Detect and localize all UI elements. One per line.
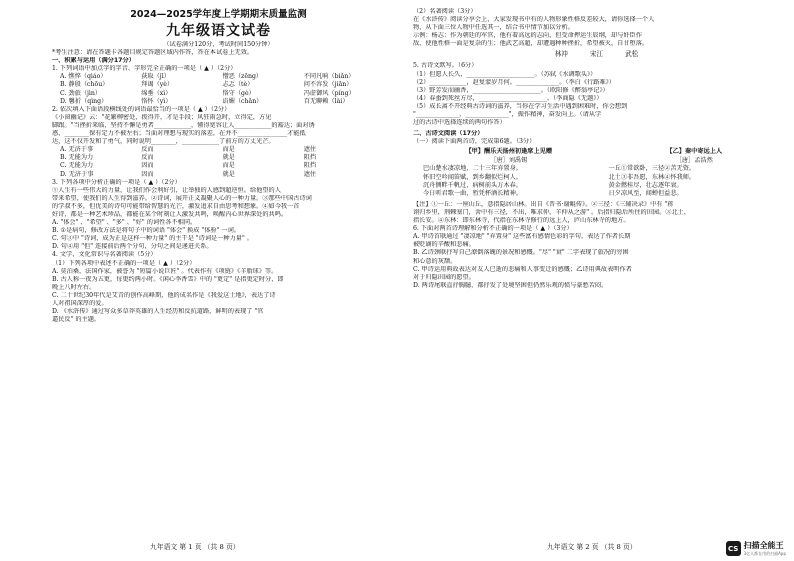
q6-option: D. 两诗尾联直抒胸臆，都抒发了处境坚困但仍然乐观的愤与豪愁苦闷。: [413, 281, 608, 289]
q3-text-line: 好诗，都是一种艺术珍品，都能在某个时刻让人激发共鸣，唤醒内心世界深处的共鸣。: [52, 210, 288, 218]
q6-option: 和心意的灰颓。: [413, 257, 457, 265]
question-3: 3. 下列各项中分析正确的一项是（ ▲ ）（2分）: [52, 178, 181, 186]
q3-option: B. ①是病句，修改方法是将句子中的词语 "体会" 换成 "体验" 一词。: [52, 227, 240, 235]
option: D. 馨折（qìng）: [60, 97, 108, 105]
character-names: [413, 50, 780, 59]
camscanner-icon: CS: [726, 541, 741, 556]
poem-title: 【甲】酬乐天扬州初逢席上见赠: [465, 148, 553, 156]
note-line: 【注】①一丘：一座山丘，意指隐居山林。出自《晋书·谢鲲传》。②三径：《三辅决录》中有 "蒋: [413, 200, 674, 208]
character-name: 宋江: [589, 50, 604, 59]
q1-options: [52, 73, 385, 105]
section-heading: 二、古诗文阅读（17分）: [413, 130, 484, 138]
q4-2-text-line: 示例：杨志：作为朝廷的军官，他有着高远的志向，但受命押运生辰纲，却与奸臣作: [413, 32, 642, 40]
poem-line: 一丘①常欲卧，三径②苦无资。: [608, 165, 696, 173]
q6-option: 被贬谪的辛酸和悲痛。: [413, 241, 475, 249]
q3-option: C. 句③中 "诗词，成为正是这样一种力量" 的主干是 "诗词是一种力量" 。: [52, 235, 253, 243]
q4-option: A. 莫泊桑，法国作家，被誉为 "短篇小说巨匠" 。代表作有《项链》《羊脂球》等。: [52, 267, 278, 275]
option: 就是: [222, 170, 235, 178]
character-name: 林冲: [554, 50, 568, 59]
option: 而是: [222, 146, 235, 154]
note-line: 诩归乡里，荆棘塞门，舍中有三径，不出，唯求仲、羊仲从之游" 。后指归隐后所住的田园。③北土，: [413, 208, 691, 216]
option: 冯虚御风（píng）: [303, 89, 355, 97]
option: 因而: [141, 170, 154, 178]
q2-text-line: 惑，________保有定力不被左右；当面对理想与现实的落差，在并不________________才能抵: [52, 130, 306, 138]
option: 而是: [222, 162, 235, 170]
question-4: 4. 文学、文化常识与名著阅读（5分）: [52, 251, 157, 259]
option: 恪守（gè）: [222, 89, 255, 97]
page-right: [397, 0, 794, 561]
option: 荻取（jī）: [141, 73, 170, 81]
q4-option: B. 古人称一夜为五更，每更约两小时。《闲心李香雪》中的 "更定" 是指更定时分，即: [52, 275, 284, 283]
poem-line: 北土③非吾愿，东林④怀我师。: [608, 173, 696, 181]
poem-line: 巴山楚水凄凉地，二十三年弃置身。: [423, 165, 522, 173]
q3-option: D. 句④用 "但" 连接前后两个分句，分句之间是递进关系。: [52, 243, 213, 251]
q5-line: "______________，______________"，振作精神，奋发向上。（请从学: [413, 111, 602, 119]
option: 恪怀（yì）: [141, 97, 172, 105]
question-1: 1. 下列词语中加点字的字音、字形完全正确的一项是（ ▲ ）（2分）: [52, 65, 237, 73]
q5-line: （2）____________，赵复蒙岁月何。______________。（李白《行路难》）: [413, 78, 615, 86]
q4-2-text-line: 在《水浒传》阅读分享会上，大家发现书中有的人物形象性格反差较大，请你选择一个人: [413, 16, 655, 24]
q5-line: （1）但愿人长久，______________________。（苏轼《水调歌头》）: [413, 70, 597, 78]
exam-header: 2024—2025学年度上学期期末质量监测: [130, 9, 307, 20]
q4-2-text-line: 敌，使他性格一面是复杂的生；他武艺高超，却遭遇种种挫折，希望被灭，自甘堕落。: [413, 40, 649, 48]
q3-option: A. "体会" 、"希望" 、"多" 、"好" 的词性各不相同。: [52, 219, 197, 227]
poem-line: 沉舟侧畔千帆过，病树前头万木春。: [423, 182, 522, 190]
poems: [423, 148, 780, 198]
page-footer: 九年语文 第 1 页 （共 8 页）: [150, 543, 240, 551]
question-4-1: （1）下列各项中表述不正确的一项是（ ▲ ）（2分）: [52, 259, 196, 267]
q4-option: C. 二十世纪30年代是艾青的创作高峰期，他的成名作是《我爱这土地》，表达了诗: [52, 291, 276, 299]
camscanner-logo: [726, 540, 786, 557]
option: 就是: [222, 154, 235, 162]
q2-text-line: 《小窗幽记》云："花繁柳密处，拨得开，才是手段；风狂雨急时，立得定，方见: [52, 113, 272, 121]
q3-text-line: ①人生有一些伟大的力量，让我们作会利好引，让举独的人感到超逆恒。给他望的人: [52, 186, 281, 194]
poem-line: 今日听君歌一曲，暂凭杯酒长精神。: [423, 190, 522, 198]
q6-option: C. 甲诗运用典故表达对友人已逝的悲痛和人事变迁的感慨；乙诗用典故表明作者: [413, 265, 632, 273]
option: 绵垂（xì）: [141, 89, 172, 97]
option: 忐忑（tè）: [222, 81, 254, 89]
option: 阻挡: [303, 154, 317, 162]
question-2: 2. 依次填入下面语段横线处的词语最恰当的一项是（ ▲ ）（2分）: [52, 105, 231, 113]
q5-line: （3）野芳发而幽香，______________________。（欧阳修《醉翁亭记》）: [413, 86, 609, 94]
q6-option: B. 乙诗颈联抒写自己潦倒落魄的景况和感慨。"尽" "衰" 二字表现了旅况的穷困: [413, 249, 629, 257]
q4-option: 人对祖国深厚的爱。: [52, 300, 108, 307]
q4-2-text-line: 物，从下面三位人物中任选其一，结合书中情节加以分析。: [413, 24, 574, 32]
logo-text: 扫描全能王: [743, 541, 784, 550]
exam-info: （试卷满分120分，考试时间150分钟）: [163, 41, 274, 48]
poem-title: 【乙】秦中寄远上人: [666, 148, 723, 156]
option: 因而: [141, 162, 154, 170]
option: 问不容发（jiān）: [303, 81, 353, 89]
page-footer: 九年语文 第 2 页 （共 8 页）: [547, 543, 637, 551]
option: 阻挡: [303, 162, 317, 170]
poem-author: ［唐］孟浩然: [675, 156, 713, 164]
option: 不同凡响（biǎn）: [303, 73, 355, 81]
option: 反而: [141, 146, 154, 154]
option: 拜谒（yè）: [141, 81, 174, 89]
character-name: 武松: [625, 50, 639, 59]
poem-author: ［唐］刘禹锡: [490, 156, 528, 164]
option: D. 无济于事: [60, 170, 94, 178]
option: 遮住: [303, 146, 317, 154]
q3-text-line: 带来希望，使我们的人生得到滋养。②诗词，展开正义凝聚人心的一种力量。③那些中国古诗词: [52, 194, 312, 202]
q2-options: [52, 146, 385, 178]
option: 百无聊赖（lài）: [303, 97, 349, 105]
option: B. 无能为力: [60, 154, 94, 162]
poem-b: [609, 148, 781, 198]
poem-line: 日夕凉风至，闻蝉但益悲。: [608, 190, 683, 198]
q5-line: 过的古诗中选择连续的两句作答）: [413, 119, 506, 127]
q5-line: （4）春蚕到死丝方尽，______________________。（李商隐《无题》）: [413, 94, 603, 102]
poem-line: 黄金燃桂尽，壮志逐年衰。: [608, 182, 683, 190]
poem-line: 怀旧空吟闻笛赋，到乡翻似烂柯人。: [423, 173, 522, 181]
question-6: 6. 下面对两首诗理解和分析不正确的一项是（ ▲ ）（3分）: [413, 225, 573, 233]
option: 反而: [141, 154, 154, 162]
question-5: 5. 古诗文默写。（6分）: [413, 62, 478, 70]
option: B. 静殷（chōu）: [60, 81, 109, 89]
q2-text-line: 达，这不仅开发和了勇气，同时说明________，____________了前方的万丈光芒。: [52, 138, 275, 146]
option: A. 无济于事: [60, 146, 94, 154]
q5-line: （5）成长离不开经典古诗词的滋养，当你在学习生活中遇到困难时，你会想到: [413, 102, 628, 110]
option: A. 憔悴（qiáo）: [60, 73, 107, 81]
poem-a: [423, 148, 595, 198]
section-heading: 一、积累与运用（满分17分）: [52, 57, 135, 65]
option: 谄媚（chǎn）: [222, 97, 263, 105]
question-4-2: （2）名著阅读（3分）: [413, 8, 477, 15]
logo-subtext: 3亿人都在用的扫描App: [743, 551, 786, 556]
page-title: 九年级语文试卷: [166, 23, 271, 39]
note-line: 指长安。④东林：即东林寺，代指在东林寺修行的远上人，庐山东林寺的地方。: [413, 217, 630, 225]
q6-option: A. 甲诗首联通过 "凄凉地" "弃置身" 这些富有感情色彩的字句，表达了作者长期: [413, 233, 631, 241]
option: 憎恶（zēng）: [222, 73, 263, 81]
q4-option: 晚上八时左右。: [52, 283, 96, 291]
option: 遮住: [303, 170, 317, 178]
option: C. 无能为力: [60, 162, 94, 170]
q3-text-line: 的学叔不多，但优美的诗句可能带给智慧的光芒，激发追求自由思考和想象。④如今我一首: [52, 202, 300, 210]
q6-option: 对于归隐田园的愿望。: [413, 273, 475, 281]
q4-option: 逼民反" 的主题。: [52, 316, 101, 324]
q2-text-line: 脚跟。"当挫折来临，坚持不懈是勇者____________，懂得宽容让人____________的豁达；面对诱: [52, 121, 315, 129]
option: C. 劲旅（jìn）: [60, 89, 102, 97]
notice: *考生注意：请在答题卡各题目规定答题区域内作答，答在本试卷上无效。: [52, 49, 254, 57]
q4-option: D. 《水浒传》通过写众多草莽英雄的人生经历和反抗道路，鲜明的表现了 "官: [52, 308, 264, 316]
poem-intro: （一）阅读下面两首诗，完成第6题。（3分）: [413, 138, 536, 146]
